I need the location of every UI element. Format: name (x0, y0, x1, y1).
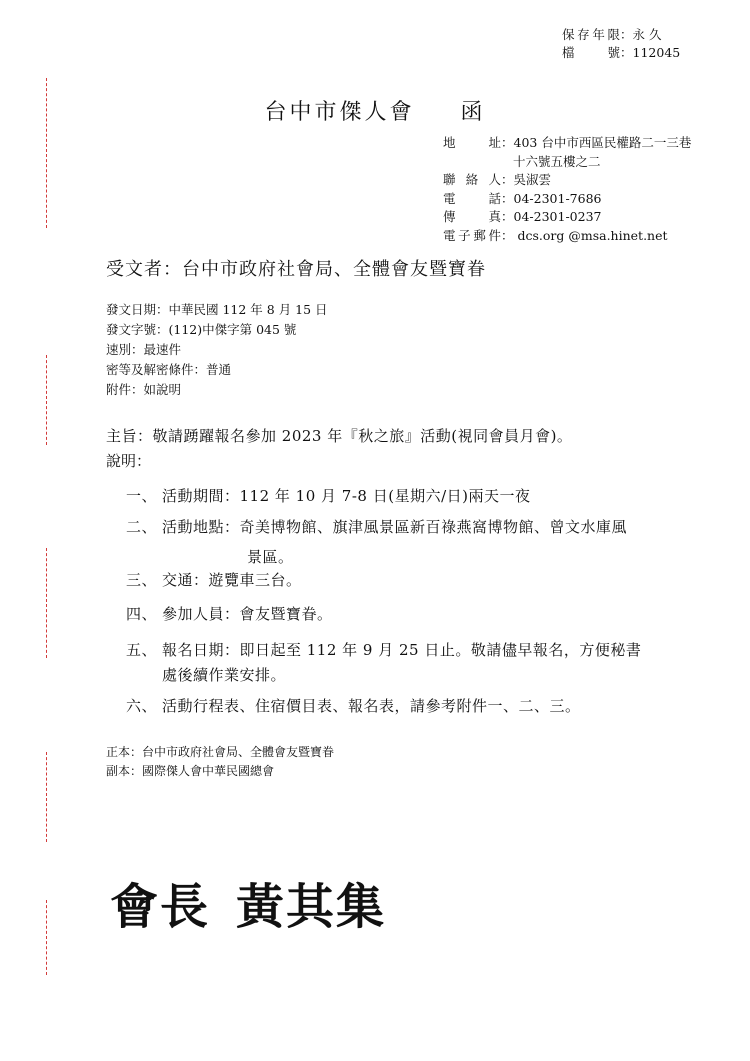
fax-label: 傳 真 (443, 209, 501, 225)
distribution-block (106, 743, 334, 781)
retention-period-value: 永 久 (632, 27, 662, 42)
retention-block (562, 26, 680, 62)
item-text: 活動行程表、住宿價目表、報名表，請參考附件一、二、三。 (162, 697, 581, 715)
president-signature (110, 868, 386, 937)
contact-person-label: 聯 絡 人 (443, 172, 501, 188)
recipient: 受文者：台中市政府社會局、全體會友暨寶眷 (106, 259, 486, 280)
explanation-item-1 (126, 485, 530, 506)
speed: 速別：最速件 (106, 342, 182, 357)
phone-label: 電 話 (443, 190, 501, 206)
item-text: 活動地點：奇美博物館、旗津風景區新百祿燕窩博物館、曾文水庫風 (162, 518, 628, 536)
doc-type: 函 (460, 100, 486, 125)
carbon-copy-recipients: 副本：國際傑人會中華民國總會 (106, 764, 275, 778)
item-number: 一、 (126, 487, 158, 505)
signature-name: 黃其集 (236, 879, 387, 935)
explanation-label: 說明： (106, 452, 152, 470)
original-copy-recipients: 正本：台中市政府社會局、全體會友暨寶眷 (106, 745, 335, 759)
item-number: 四、 (126, 605, 158, 623)
explanation-item-3 (126, 569, 302, 590)
email-row: 電子郵件： dcs.org @msa.hinet.net (443, 227, 691, 246)
address-line2: 十六號五樓之二 (513, 153, 601, 169)
meta-block (106, 300, 328, 400)
item-text: 報名日期：即日起至 112 年 9 月 25 日止。敬請儘早報名，方便秘書 (162, 641, 642, 659)
file-number-value: 112045 (632, 45, 681, 60)
explanation-item-2 (126, 516, 627, 537)
explanation-item-4 (126, 603, 333, 624)
binding-line-3 (46, 548, 47, 658)
signature-title: 會長 (110, 879, 211, 935)
contact-person-value: 吳淑雲 (513, 172, 552, 188)
fax-value: 04-2301-0237 (513, 209, 602, 225)
binding-line-5 (46, 900, 47, 975)
issue-number: 發文字號：(112)中傑字第 045 號 (106, 322, 297, 337)
explanation-item-5-continued: 處後續作業安排。 (162, 666, 287, 684)
subject: 主旨：敬請踴躍報名參加 2023 年『秋之旅』活動(視同會員月會)。 (106, 427, 573, 445)
address-label: 地 址 (443, 135, 501, 150)
file-number-label: 檔 號 (562, 45, 620, 60)
contact-block (443, 134, 691, 246)
item-text: 參加人員：會友暨寶眷。 (162, 605, 333, 623)
phone-value: 04-2301-7686 (513, 190, 602, 206)
retention-period-label: 保存年限 (562, 27, 620, 42)
item-number: 五、 (126, 641, 158, 659)
issue-date: 發文日期：中華民國 112 年 8 月 15 日 (106, 302, 328, 317)
address-line1: 403 台中市西區民權路二一三巷 (513, 135, 692, 150)
item-text: 交通：遊覽車三台。 (162, 571, 302, 589)
email-label: 電子郵件 (443, 227, 501, 243)
retention-period: 保存年限：永 久 (562, 27, 662, 42)
item-number: 六、 (126, 697, 158, 715)
item-text: 活動期間：112 年 10 月 7-8 日(星期六/日)兩天一夜 (162, 487, 531, 505)
attachment: 附件：如說明 (106, 382, 182, 397)
binding-line-2 (46, 355, 47, 445)
phone-row: 電 話：04-2301-7686 (443, 190, 691, 209)
explanation-item-6 (126, 695, 581, 716)
item-number: 三、 (126, 571, 158, 589)
explanation-item-5 (126, 639, 641, 660)
file-number: 檔 號：112045 (562, 45, 681, 60)
org-name: 台中市傑人會 (264, 100, 415, 125)
document-title (0, 95, 750, 126)
binding-line-4 (46, 752, 47, 842)
item-number: 二、 (126, 518, 158, 536)
explanation-item-2-continued: 景區。 (247, 548, 294, 566)
fax-row: 傳 真：04-2301-0237 (443, 208, 691, 227)
address-row: 地 址：403 台中市西區民權路二一三巷 (443, 134, 691, 153)
email-value: dcs.org @msa.hinet.net (517, 227, 668, 243)
security-level: 密等及解密條件：普通 (106, 362, 232, 377)
contact-person-row: 聯 絡 人：吳淑雲 (443, 171, 691, 190)
